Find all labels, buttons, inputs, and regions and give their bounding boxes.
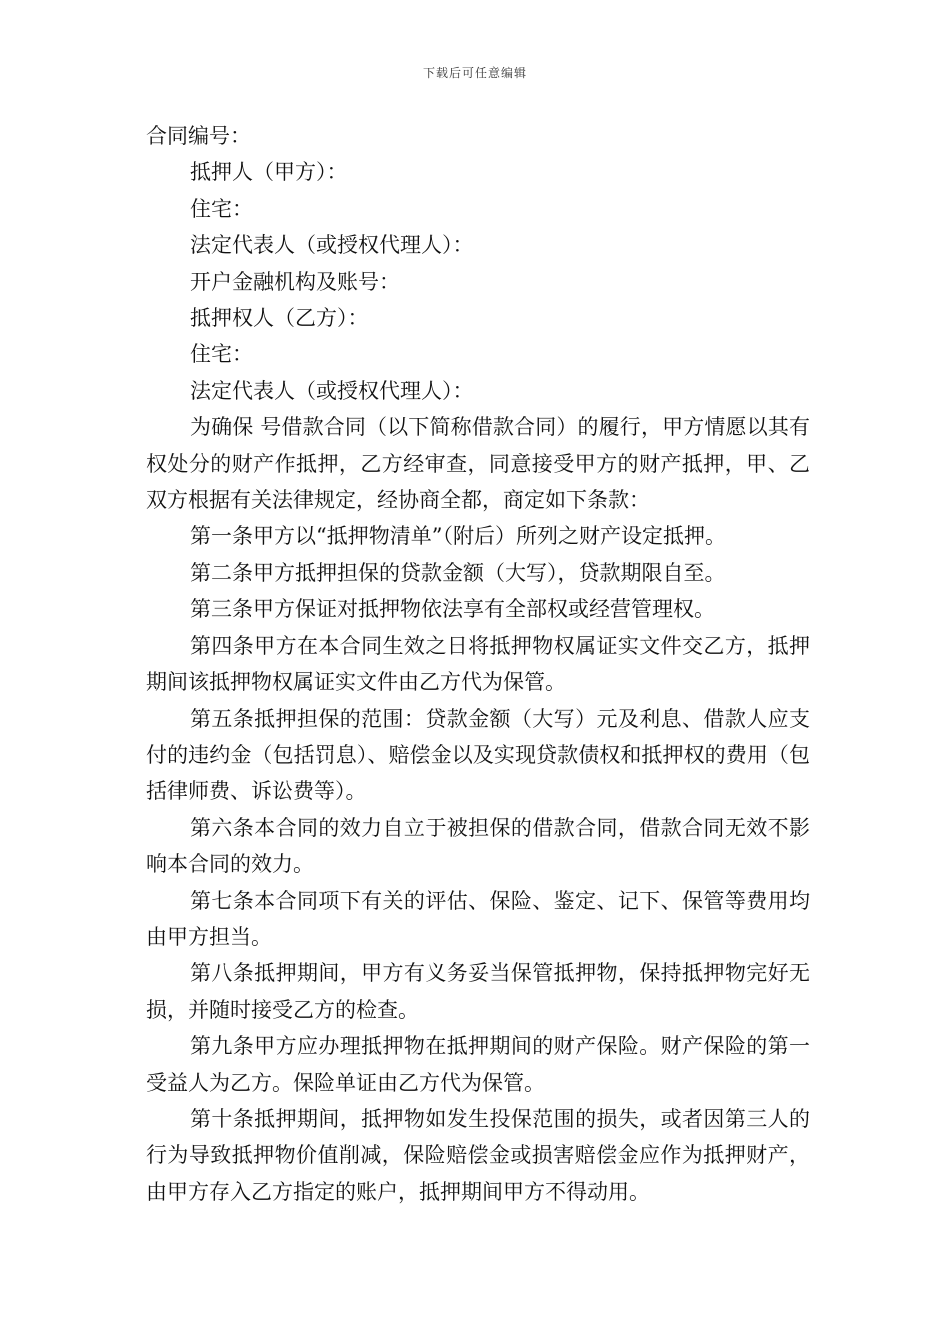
article-1: 第一条甲方以“抵押物清单”（附后）所列之财产设定抵押。 bbox=[190, 524, 726, 549]
article-3: 第三条甲方保证对抵押物依法享有全部权或经营管理权。 bbox=[190, 597, 715, 622]
article-4: 第四条甲方在本合同生效之日将抵押物权属证实文件交乙方，抵押期间该抵押物权属证实文件由乙方代为保管。 bbox=[146, 633, 810, 695]
party-b-label: 抵押权人（乙方）： bbox=[190, 306, 369, 331]
party-b-representative: 法定代表人（或授权代理人）： bbox=[190, 378, 474, 403]
page-header-note: 下载后可任意编辑 bbox=[422, 66, 527, 80]
article-10: 第十条抵押期间，抵押物如发生投保范围的损失，或者因第三人的行为导致抵押物价值削减，保险赔偿金或损害赔偿金应作为抵押财产，由甲方存入乙方指定的账户，抵押期间甲方不得动用。 bbox=[146, 1106, 810, 1204]
party-a-address: 住宅： bbox=[190, 196, 253, 221]
article-2: 第二条甲方抵押担保的贷款金额（大写），贷款期限自至。 bbox=[190, 560, 726, 585]
contract-preamble: 为确保 号借款合同（以下简称借款合同）的履行，甲方情愿以其有权处分的财产作抵押，乙方经审查，同意接受甲方的财产抵押，甲、乙双方根据有关法律规定，经协商全都，商定如下条款： bbox=[146, 415, 810, 513]
party-a-representative: 法定代表人（或授权代理人）： bbox=[190, 233, 474, 258]
article-5: 第五条抵押担保的范围：贷款金额（大写）元及利息、借款人应支付的违约金（包括罚息）、赔偿金以及实现贷款债权和抵押权的费用（包括律师费、诉讼费等）。 bbox=[146, 706, 810, 804]
article-9: 第九条甲方应办理抵押物在抵押期间的财产保险。财产保险的第一受益人为乙方。保险单证由乙方代为保管。 bbox=[146, 1034, 810, 1095]
contract-body bbox=[146, 118, 810, 1210]
article-6: 第六条本合同的效力自立于被担保的借款合同，借款合同无效不影响本合同的效力。 bbox=[146, 815, 810, 877]
article-8: 第八条抵押期间，甲方有义务妥当保管抵押物，保持抵押物完好无损，并随时接受乙方的检查。 bbox=[146, 961, 810, 1022]
contract-number-label: 合同编号： bbox=[146, 124, 251, 148]
party-a-label: 抵押人（甲方）： bbox=[190, 160, 348, 185]
party-b-address: 住宅： bbox=[190, 342, 253, 367]
article-7: 第七条本合同项下有关的评估、保险、鉴定、记下、保管等费用均由甲方担当。 bbox=[146, 888, 810, 949]
party-a-bank-account: 开户金融机构及账号： bbox=[190, 269, 400, 294]
